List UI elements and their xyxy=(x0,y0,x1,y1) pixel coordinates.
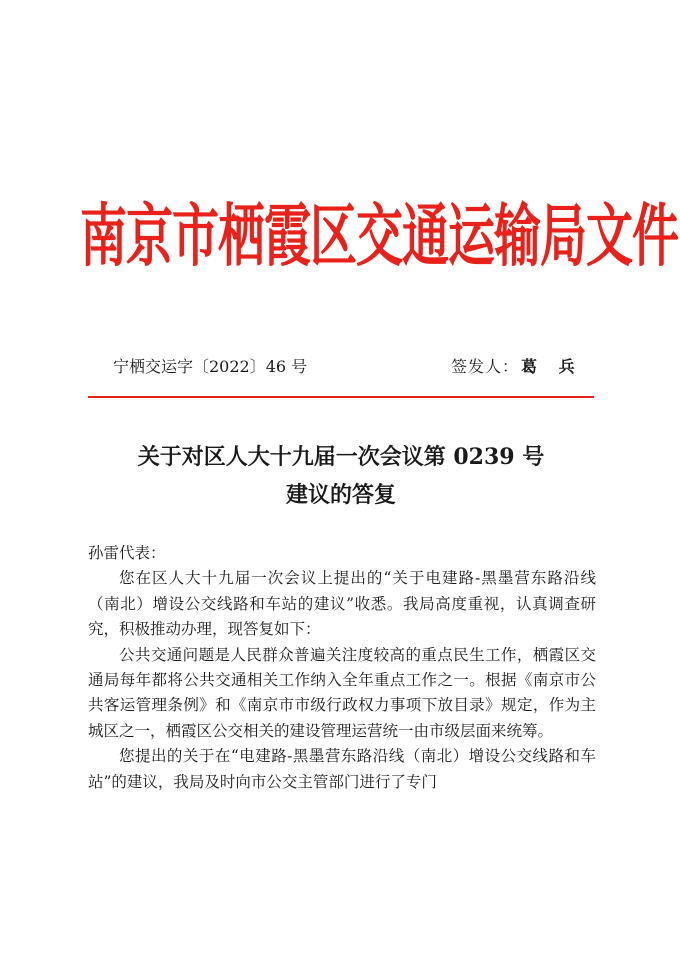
signer-name: 葛 兵 xyxy=(521,357,583,376)
salutation: 孙雷代表： xyxy=(88,544,166,562)
signer-block xyxy=(451,355,583,379)
title-line-1: 关于对区人大十九届一次会议第 0239 号 xyxy=(137,444,545,470)
signer-label: 签发人： xyxy=(451,357,520,376)
body-paragraphs xyxy=(88,566,596,870)
document-body xyxy=(88,541,596,870)
paragraph-2: 公共交通问题是人民群众普遍关注度较高的重点民生工作，栖霞区交通局每年都将公共交通相关工作纳入全年重点工作之一。根据《南京市公共客运管理条例》和《南京市市级行政权力事项下放目录》规定，作为主城区之一，栖霞区公交相关的建设管理运营统一由市级层面来统筹。 xyxy=(88,645,596,740)
red-divider-line xyxy=(88,396,594,398)
title-line-2: 建议的答复 xyxy=(285,482,396,508)
masthead-title: 南京市栖霞区交通运输局文件 xyxy=(80,197,678,278)
document-number: 宁栖交运字〔2022〕46 号 xyxy=(113,357,308,376)
paragraph-1: 您在区人大十九届一次会议上提出的“关于电建路-黑墨营东路沿线（南北）增设公交线路和车站的建议”收悉。我局高度重视，认真调查研究，积极推动办理，现答复如下： xyxy=(88,569,596,639)
document-title xyxy=(80,438,602,514)
paragraph-3: 您提出的关于在“电建路-黑墨营东路沿线（南北）增设公交线路和车站”的建议，我局及时向市公交主管部门进行了专门 xyxy=(88,747,596,791)
